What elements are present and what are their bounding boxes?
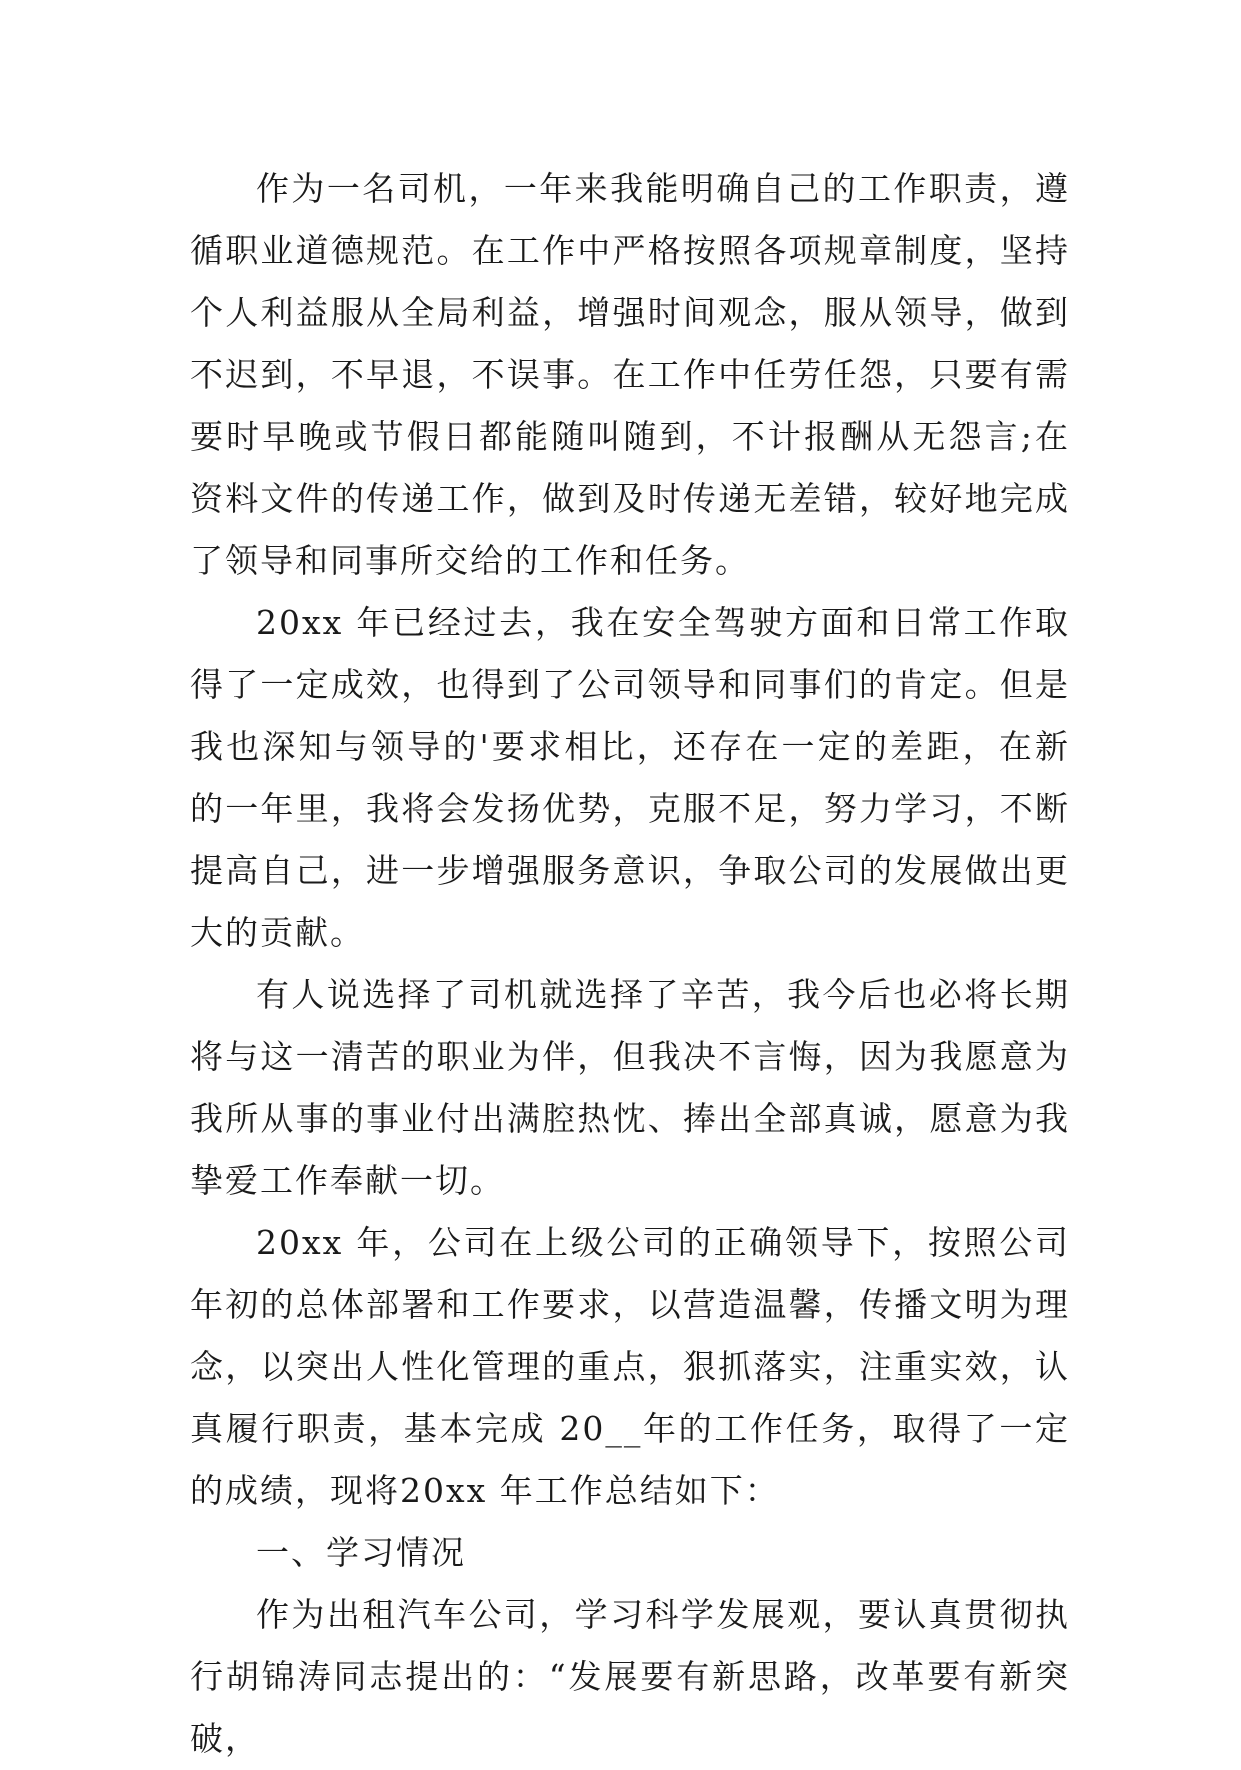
paragraph-company-summary: 20xx 年，公司在上级公司的正确领导下，按照公司年初的总体部署和工作要求，以营造温馨，传播文明为理念，以突出人性化管理的重点，狠抓落实，注重实效，认真履行职责，基本完成 20__年的工作任务，取得了一定的成绩，现将20xx 年工作总结如下： <box>190 1223 1070 1510</box>
paragraph-review: 20xx 年已经过去，我在安全驾驶方面和日常工作取得了一定成效，也得到了公司领导和同事们的肯定。但是我也深知与领导的'要求相比，还存在一定的差距，在新的一年里，我将会发扬优势，克服不足，努力学习，不断提高自己，进一步增强服务意识，争取公司的发展做出更大的贡献。 <box>190 603 1070 952</box>
paragraph-commitment: 有人说选择了司机就选择了辛苦，我今后也必将长期将与这一清苦的职业为伴，但我决不言悔，因为我愿意为我所从事的事业付出满腔热忱、捧出全部真诚，愿意为我挚爱工作奉献一切。 <box>190 975 1070 1200</box>
paragraph-duties: 作为一名司机，一年来我能明确自己的工作职责，遵循职业道德规范。在工作中严格按照各项规章制度，坚持个人利益服从全局利益，增强时间观念，服从领导，做到不迟到，不早退，不误事。在工作中任劳任怨，只要有需要时早晚或节假日都能随叫随到，不计报酬从无怨言;在资料文件的传递工作，做到及时传递无差错，较好地完成了领导和同事所交给的工作和任务。 <box>190 169 1070 580</box>
section-heading-study: 一、学习情况 <box>256 1533 466 1572</box>
document-body <box>190 158 1070 1770</box>
paragraph-study: 作为出租汽车公司，学习科学发展观，要认真贯彻执行胡锦涛同志提出的：“发展要有新思路，改革要有新突破， <box>190 1595 1070 1758</box>
